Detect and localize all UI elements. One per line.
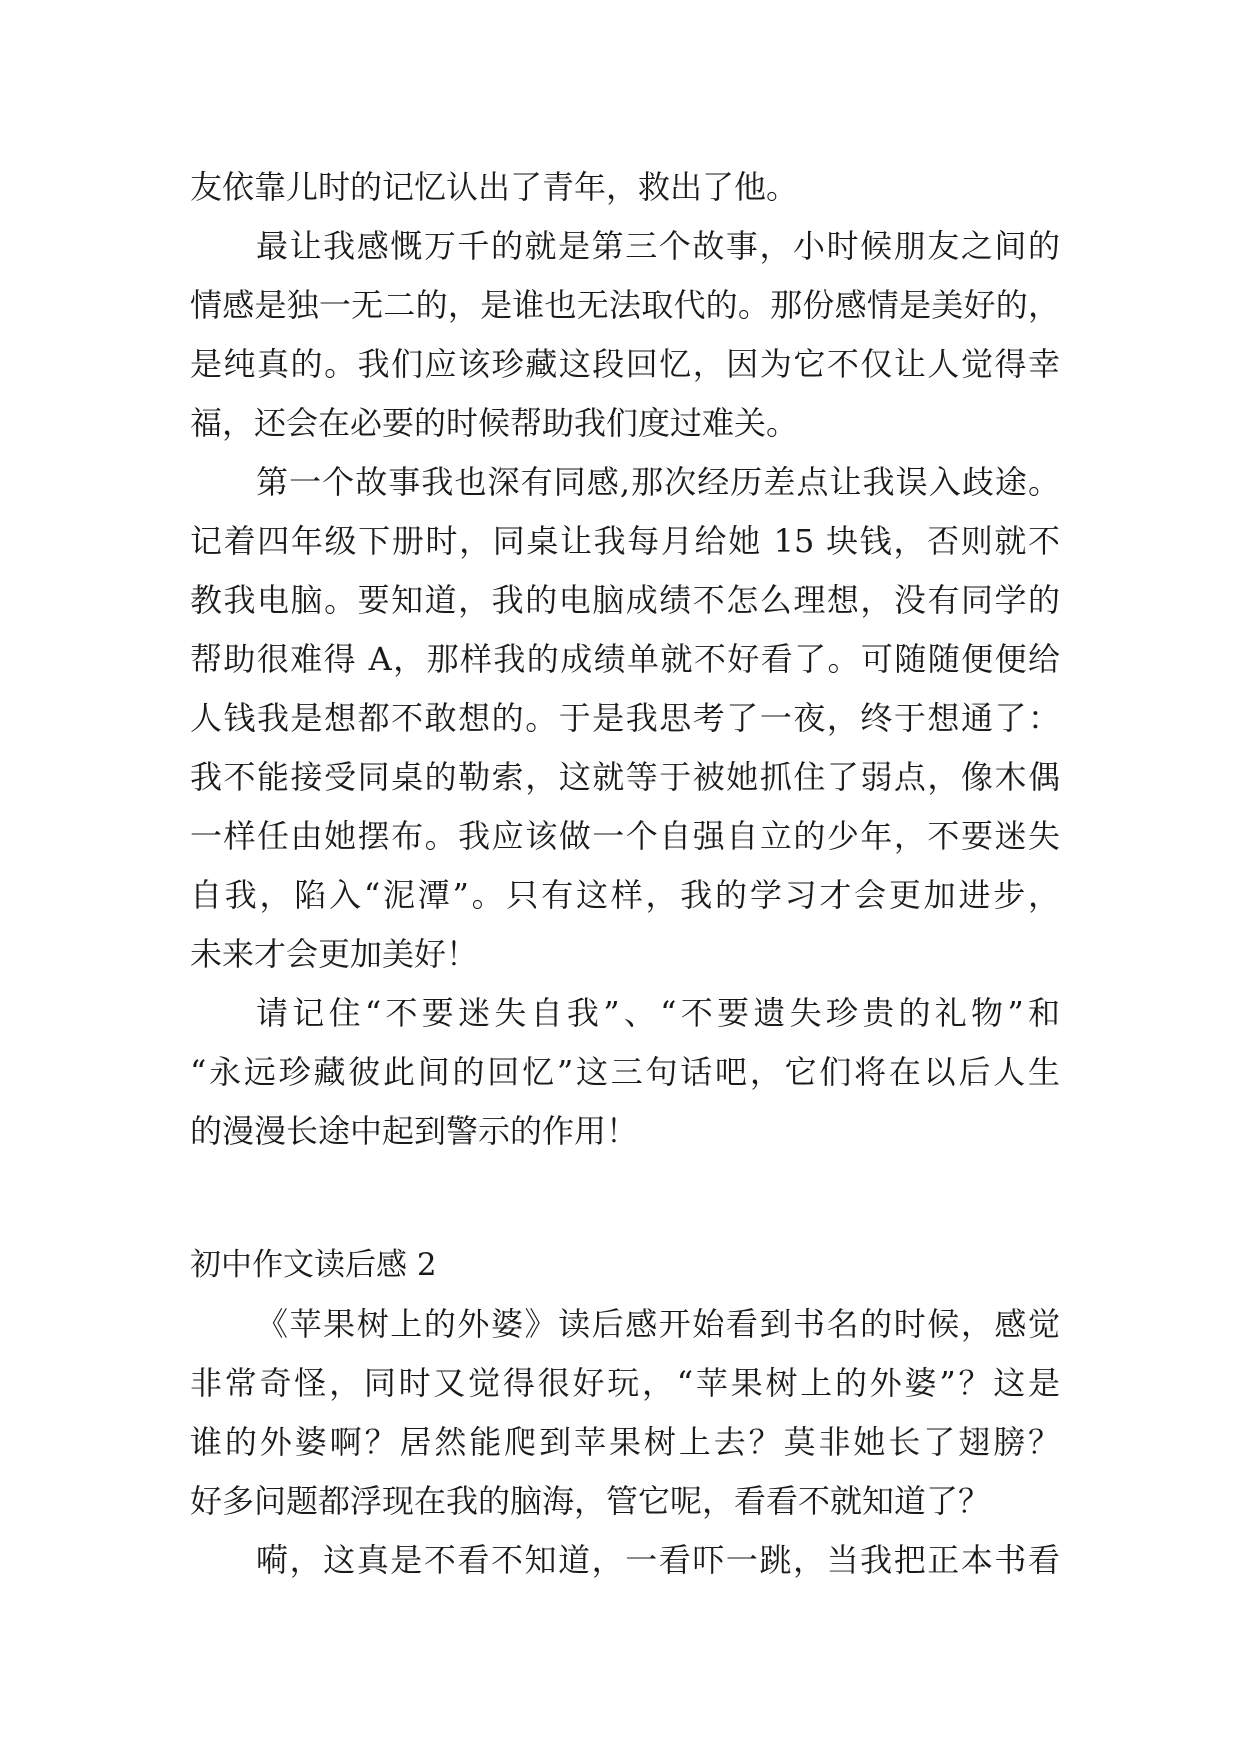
text-line: 的漫漫长途中起到警示的作用！ [190, 1112, 639, 1150]
text-line: 最让我感慨万千的就是第三个故事，小时候朋友之间的 [256, 227, 1060, 265]
text-line: 我不能接受同桌的勒索，这就等于被她抓住了弱点，像木偶 [190, 758, 1060, 796]
paragraph [190, 158, 1060, 217]
text-line: 未来才会更加美好！ [190, 935, 479, 973]
text-line: 是纯真的。我们应该珍藏这段回忆，因为它不仅让人觉得幸 [190, 345, 1060, 383]
text-line: 《苹果树上的外婆》读后感开始看到书名的时候，感觉 [256, 1305, 1060, 1343]
document-body [190, 158, 1060, 1590]
text-line: 好多问题都浮现在我的脑海，管它呢，看看不就知道了？ [190, 1482, 991, 1520]
text-line: 自我，陷入“泥潭”。只有这样，我的学习才会更加进步， [190, 876, 1060, 914]
text-line: 记着四年级下册时，同桌让我每月给她 15 块钱，否则就不 [190, 522, 1060, 560]
paragraph [190, 1295, 1060, 1531]
section-gap [190, 1161, 1060, 1236]
paragraph [190, 453, 1060, 984]
text-line: 一样任由她摆布。我应该做一个自强自立的少年，不要迷失 [190, 817, 1060, 855]
text-line: 非常奇怪，同时又觉得很好玩，“苹果树上的外婆”？这是 [190, 1364, 1060, 1402]
text-line: 谁的外婆啊？居然能爬到苹果树上去？莫非她长了翅膀？ [190, 1423, 1060, 1461]
text-line: 帮助很难得 A，那样我的成绩单就不好看了。可随随便便给 [190, 640, 1060, 678]
paragraph [190, 984, 1060, 1161]
text-line: 第一个故事我也深有同感,那次经历差点让我误入歧途。 [256, 463, 1060, 501]
text-line: 人钱我是想都不敢想的。于是我思考了一夜，终于想通了： [190, 699, 1060, 737]
text-line: “永远珍藏彼此间的回忆”这三句话吧，它们将在以后人生 [190, 1053, 1060, 1091]
text-line: 嗬，这真是不看不知道，一看吓一跳，当我把正本书看 [256, 1541, 1060, 1579]
text-line: 友依靠儿时的记忆认出了青年，救出了他。 [190, 168, 799, 206]
text-line: 情感是独一无二的，是谁也无法取代的。那份感情是美好的， [190, 286, 1060, 324]
text-line: 请记住“不要迷失自我”、“不要遗失珍贵的礼物”和 [256, 994, 1060, 1032]
paragraph [190, 1531, 1060, 1590]
paragraph [190, 217, 1060, 453]
text-line: 教我电脑。要知道，我的电脑成绩不怎么理想，没有同学的 [190, 581, 1060, 619]
text-line: 福，还会在必要的时候帮助我们度过难关。 [190, 404, 799, 442]
section-heading: 初中作文读后感 2 [190, 1247, 437, 1283]
